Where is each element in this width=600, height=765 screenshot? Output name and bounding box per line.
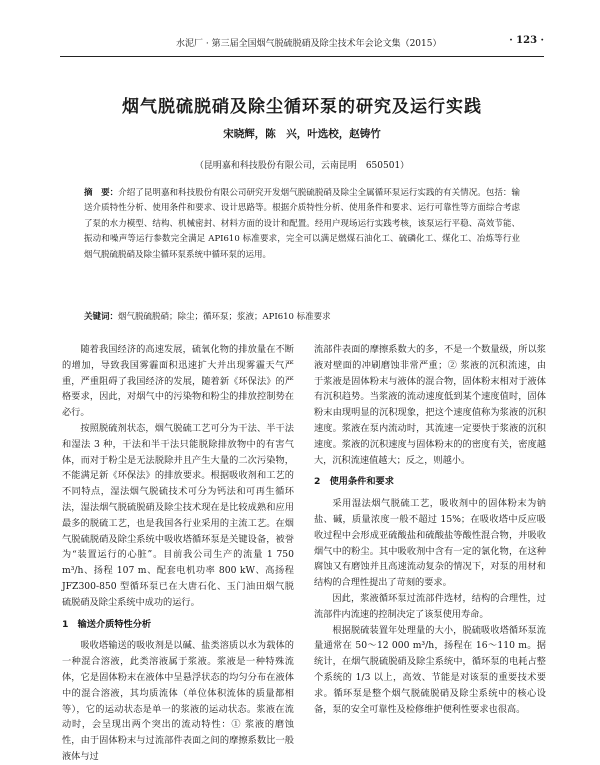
affiliation: （昆明嘉和科技股份有限公司，云南昆明 650501） bbox=[194, 161, 410, 171]
right-column bbox=[314, 342, 546, 717]
page-number: · 123 · bbox=[509, 35, 544, 46]
authors: 宋晓辉，陈 兴，叶选校，赵铸竹 bbox=[223, 128, 381, 140]
paragraph: 按照脱硫剂状态，烟气脱硫工艺可分为干法、半干法和湿法 3 种，干法和半干法只能脱除排放物中的有害气体，而对于粉尘是无法脱除并且产生大量的二次污染物，不能满足新《环保法》的排放要求。根据吸收剂和工艺的不同特点，湿法烟气脱硫技术可分为钙法和可再生循环法，湿法烟气脱硫脱硝及除尘技术现在是比较成熟和应用最多的脱硫工艺，也是我国各行业采用的主流工艺。在烟气脱硫脱硝及除尘系统中吸收塔循环泵是关键设备，被誉为“装置运行的心脏”。目前我公司生产的流量 1 750 m³/h、扬程 107 m、配套电机功率 800 kW、高扬程 JFZ300-850 型循环泵已在大唐石化、玉门油田烟气脱硫脱硝及除尘系统中成功的运行。 bbox=[62, 422, 294, 608]
paragraph: 根据脱硫装置年处理量的大小，脱硫吸收塔循环泵流量通常在 50～12 000 m³/h，扬程在 16～110 m。据统计，在烟气脱硫脱硝及除尘系统中，循环泵的电耗占整个系统的 1/3 以上，高效、节能是对该泵的重要技术要求。循环泵是整个烟气脱硫脱硝及除尘系统中的核心设备，泵的安全可靠性及检修维护便利性要求也很高。 bbox=[314, 624, 546, 715]
paragraph: 因此，浆液循环泵过流部件选材，结构的合理性，过流部件内流速的控制决定了该泵使用寿命。 bbox=[314, 592, 546, 620]
page-header bbox=[60, 36, 544, 54]
paragraph: 随着我国经济的高速发展，硫氧化物的排放量在不断的增加，导致我国雾霾面积迅速扩大并出现雾霾天气严重，严重阻碍了我国经济的发展，随着新《环保法》的严格要求，因此，对烟气中的污染物和粉尘的排放控制势在必行。 bbox=[62, 344, 294, 419]
abstract-label: 摘 要： bbox=[84, 188, 119, 198]
paragraph: 吸收塔输送的吸收剂是以碱、盐类溶质以水为载体的一种混合溶液，此类溶液属于浆液。浆液是一种特殊流体，它是固体粉末在液体中呈悬浮状态的均匀分布在液体中的混合溶液，其均质流体（单位体积流体的质量都相等），它的运动状态是单一的浆液的运动状态。浆液在流动时，会呈现出两个突出的流动特性：① 浆液的磨蚀性，由于固体粉末与过流部件表面之间的摩擦系数比一般液体与过 bbox=[62, 640, 294, 762]
keywords bbox=[84, 310, 520, 324]
journal-name: 水泥厂 · 第三届全国烟气脱硫脱硝及除尘技术年会论文集（2015） bbox=[176, 39, 442, 49]
paragraph: 流部件表面的摩擦系数大的多，不是一个数量级，所以浆液对壁面的冲刷磨蚀非常严重；② 浆液的沉积流速，由于浆液是固体粉末与液体的混合物，固体粉末相对于液体有沉积趋势。当浆液的流动速度低到某个速度值时，固体粉末由现明显的沉积现象，把这个速度值称为浆液的沉积速度。浆液在泵内流动时，其流速一定要快于浆液的沉积速度。浆液的沉积速度与固体粉末的的密度有关，密度越大，沉积流速值越大；反之，则越小。 bbox=[314, 344, 546, 466]
left-column bbox=[62, 342, 294, 765]
paragraph: 采用湿法烟气脱硫工艺，吸收剂中的固体粉末为钠盐、碱，质量浓度一般不超过 15%；在吸收塔中反应吸收过程中会形成亚硫酸盐和硫酸盐等酸性混合物，并吸收烟气中的粉尘。其中吸收剂中含有一定的氯化物，在这种腐蚀又有磨蚀并且高速流动复杂的情况下，对泵的用材和结构的合理性提出了苛刻的要求。 bbox=[314, 498, 546, 589]
keywords-label: 关键词： bbox=[84, 312, 119, 322]
section-heading: 2 使用条件和要求 bbox=[314, 476, 394, 488]
header-rule bbox=[60, 56, 544, 57]
paper-title: 烟气脱硫脱硝及除尘循环泵的研究及运行实践 bbox=[122, 97, 482, 117]
section-heading: 1 输送介质特性分析 bbox=[62, 618, 152, 630]
abstract bbox=[84, 186, 520, 263]
keywords-text: 烟气脱硫脱硝；除尘；循环泵；浆液；API610 标准要求 bbox=[118, 312, 331, 322]
abstract-text: 介绍了昆明嘉和科技股份有限公司研究开发烟气脱硫脱硝及除尘全属循环泵运行实践的有关情况。包括：输送介质特性分析、使用条件和要求、设计思路等。根据介质特性分析、使用条件和要求、运行可靠性等方面综合考虑了泵的水力模型、结构、机械密封、材料方面的设计和配置。经用户现场运行实践考核，该泵运行平稳、高效节能、振动和噪声等运行参数完全满足 API610 标准要求，完全可以满足燃煤石油化工、硫磷化工、煤化工、冶炼等行业烟气脱硫脱硝及除尘循环泵系统中循环泵的运用。 bbox=[84, 188, 520, 260]
